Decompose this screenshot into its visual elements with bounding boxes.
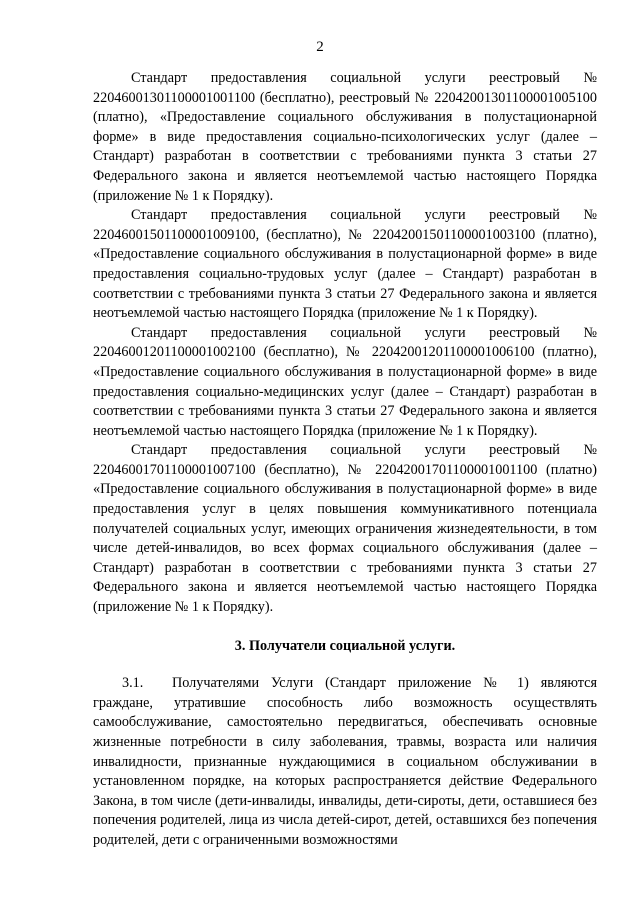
paragraph-standard-psychological: Стандарт предоставления социальной услуги реестровый № 2204600130110000100110​0 (бесплатно), реестровый № 22042001301100001005100 (платно), «Предоставление социального обслуживания в полустационарной форме» в виде предоставления социально-психологических услуг (далее – Стандарт) разработан в соответствии с требованиями пункта 3 статьи 27 Федерального закона и является неотъемлемой частью настоящего Порядка (приложение № 1 к Порядку). (93, 70, 597, 204)
clause-text: Получателями Услуги (Стандарт приложение № 1) являются граждане, утратившие способность либо возможность осуществлять самообслуживание, самостоятельно передвигаться, обеспечивать основные жизненные потребности в силу заболевания, травмы, возраста или наличия инвалидности, признанные нуждающимися в социальном обслуживании в установленном порядке, на которых распространяется действие Федерального Закона, в том числе (дети-инвалиды, инвалиды, дети-сироты, дети, оставшиеся без попечения родителей, лица из числа детей-сирот, детей, оставшихся без попечения родителей, дети с ограниченными возможностями (93, 675, 597, 848)
paragraph-standard-communicative: Стандарт предоставления социальной услуги реестровый № 22046001701100001007100 (бесплатно), № 22042001701100001001100 (платно) «Предоставление социального обслуживания в полустационарной форме» в виде предоставления услуг в целях повышения коммуникативного потенциала получателей социальных услуг, имеющих ограничения жизнедеятельности, в том числе детей-инвалидов, во всех формах социального обслуживания (далее – Стандарт) разработан в соответствии с требованиями пункта 3 статьи 27 Федерального закона и является неотъемлемой частью настоящего Порядка (приложение № 1 к Порядку). (93, 442, 597, 616)
paragraph-standard-labor: Стандарт предоставления социальной услуги реестровый № 22046001501100001009100, (бесплатно), № 22042001501100001003100 (платно), «Предоставление социального обслуживания в полустационарной форме» в виде предоставления социально-трудовых услуг (далее – Стандарт) разработан в соответствии с требованиями пункта 3 статьи 27 Федерального закона и является неотъемлемой частью настоящего Порядка (приложение № 1 к Порядку). (93, 207, 597, 322)
page-number: 2 (316, 39, 324, 55)
clause-number: 3.1. (122, 675, 144, 692)
paragraph-standard-medical: Стандарт предоставления социальной услуги реестровый № 22046001201100001002100 (бесплатно), № 22042001201100001006100 (платно), «Предоставление социального обслуживания в полустационарной форме» в виде предоставления социально-медицинских услуг (далее – Стандарт) разработан в соответствии с требованиями пункта 3 статьи 27 Федерального закона и является неотъемлемой частью настоящего Порядка (приложение № 1 к Порядку). (93, 324, 597, 439)
clause-3-1 (93, 674, 597, 850)
document-body (93, 69, 597, 851)
section-heading: 3. Получатели социальной услуги. (234, 637, 456, 654)
